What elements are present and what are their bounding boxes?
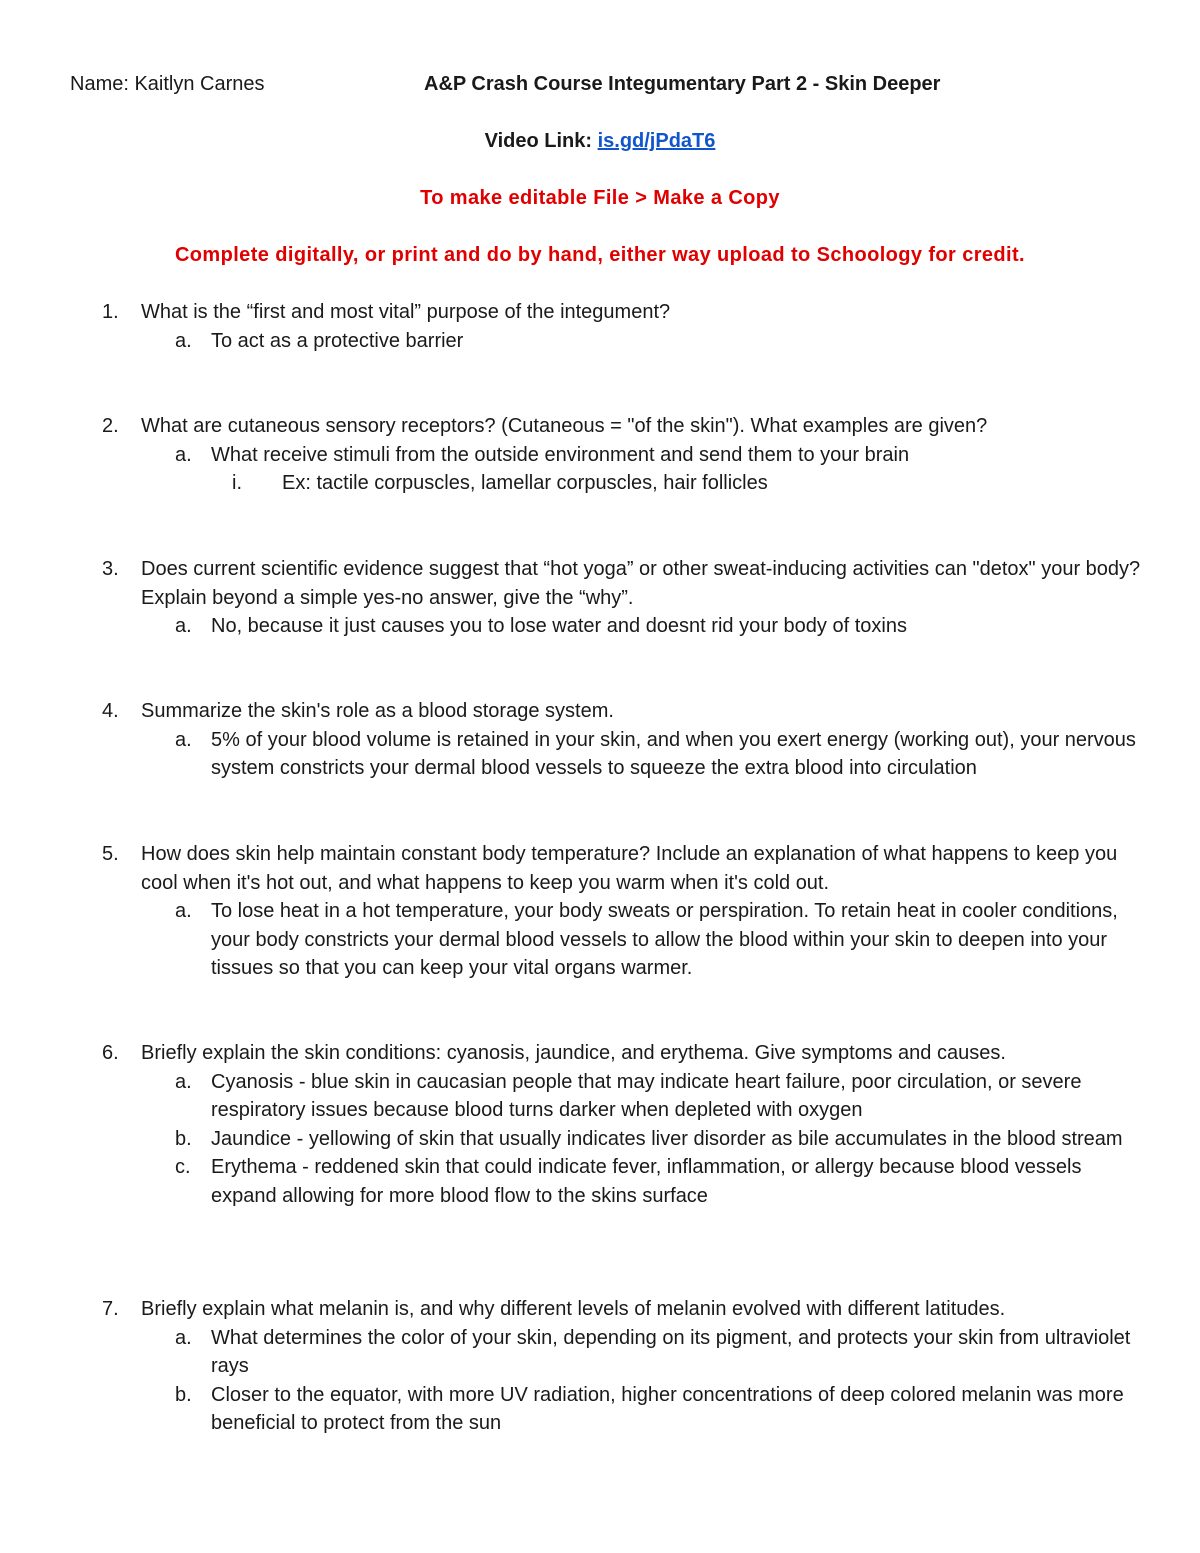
answer-letter: a.	[175, 329, 192, 352]
question-1	[102, 298, 1142, 355]
question-number: 5.	[102, 843, 119, 865]
answer-item	[171, 1324, 1142, 1381]
answer-letter: a.	[175, 1070, 192, 1093]
question-number: 2.	[102, 415, 119, 437]
question-text: What is the “first and most vital” purpose of the integument?	[141, 301, 671, 323]
complete-instruction: Complete digitally, or print and do by hand, either way upload to Schoology for credit.	[174, 244, 1026, 266]
question-6	[102, 1039, 1142, 1210]
answer-letter: a.	[175, 1326, 192, 1349]
answer-letter: b.	[175, 1383, 192, 1406]
header-row	[70, 70, 1130, 100]
sub-answer-number: i.	[232, 472, 242, 494]
answer-text: What receive stimuli from the outside environment and send them to your brain	[211, 443, 910, 466]
question-7	[102, 1295, 1142, 1438]
question-5	[102, 840, 1142, 983]
question-number: 6.	[102, 1042, 119, 1064]
answer-item	[171, 1381, 1142, 1438]
answer-text: What determines the color of your skin, depending on its pigment, and protects your skin from ultraviolet rays	[211, 1326, 1131, 1377]
answer-item	[171, 1068, 1142, 1125]
student-name: Name: Kaitlyn Carnes	[70, 73, 265, 95]
question-text: What are cutaneous sensory receptors? (Cutaneous = "of the skin"). What examples are given?	[141, 415, 988, 437]
answer-letter: b.	[175, 1127, 192, 1150]
answer-text: Erythema - reddened skin that could indicate fever, inflammation, or allergy because blood vessels expand allowing for more blood flow to the skins surface	[211, 1156, 1082, 1207]
answer-item	[171, 327, 1142, 356]
answer-item	[171, 612, 1142, 641]
answer-text: 5% of your blood volume is retained in your skin, and when you exert energy (working out), your nervous system constricts your dermal blood vessels to squeeze the extra blood into circulation	[211, 728, 1136, 779]
answer-item	[171, 726, 1142, 783]
video-link-label: Video Link:	[484, 130, 598, 152]
answer-letter: c.	[175, 1156, 191, 1178]
answer-text: Cyanosis - blue skin in caucasian people that may indicate heart failure, poor circulation, or severe respiratory issues because blood turns darker when depleted with oxygen	[211, 1070, 1082, 1121]
answer-text: To act as a protective barrier	[211, 329, 464, 352]
document-title: A&P Crash Course Integumentary Part 2 - Skin Deeper	[424, 73, 941, 95]
question-text: Briefly explain the skin conditions: cyanosis, jaundice, and erythema. Give symptoms and causes.	[141, 1042, 1006, 1064]
answer-item	[171, 441, 1142, 470]
answer-item	[171, 1125, 1142, 1154]
question-4	[102, 697, 1142, 783]
question-2	[102, 412, 1142, 498]
answer-item	[171, 897, 1142, 983]
video-link[interactable]: is.gd/jPdaT6	[597, 130, 716, 152]
question-text: Summarize the skin's role as a blood storage system.	[141, 700, 614, 722]
answer-letter: a.	[175, 900, 192, 922]
question-text: Does current scientific evidence suggest that “hot yoga” or other sweat-inducing activities can "detox" your body? Explain beyond a simple yes-no answer, give the “why”.	[141, 558, 1141, 609]
question-3	[102, 555, 1142, 641]
question-text: How does skin help maintain constant body temperature? Include an explanation of what happens to keep you cool when it's hot out, and what happens to keep you warm when it's cold out.	[141, 843, 1118, 894]
answer-letter: a.	[175, 615, 192, 637]
question-number: 1.	[102, 301, 119, 323]
answer-text: Closer to the equator, with more UV radiation, higher concentrations of deep colored melanin was more beneficial to protect from the sun	[211, 1383, 1124, 1434]
question-number: 7.	[102, 1298, 119, 1320]
question-number: 3.	[102, 558, 119, 580]
copy-instruction: To make editable File > Make a Copy	[420, 187, 780, 209]
video-link-line	[0, 127, 1200, 156]
answer-text: No, because it just causes you to lose water and doesnt rid your body of toxins	[211, 615, 907, 637]
question-number: 4.	[102, 700, 119, 722]
question-text: Briefly explain what melanin is, and why different levels of melanin evolved with different latitudes.	[141, 1298, 1006, 1320]
answer-text: Jaundice - yellowing of skin that usually indicates liver disorder as bile accumulates in the blood stream	[211, 1127, 1123, 1150]
answer-text: To lose heat in a hot temperature, your body sweats or perspiration. To retain heat in cooler conditions, your body constricts your dermal blood vessels to allow the blood within your skin to deepen into your tissues so that you can keep your vital organs warmer.	[211, 900, 1118, 979]
answer-letter: a.	[175, 728, 192, 751]
sub-answer-item	[232, 469, 1142, 498]
sub-answer-text: Ex: tactile corpuscles, lamellar corpuscles, hair follicles	[282, 472, 768, 494]
answer-item	[171, 1153, 1142, 1210]
answer-letter: a.	[175, 443, 192, 466]
